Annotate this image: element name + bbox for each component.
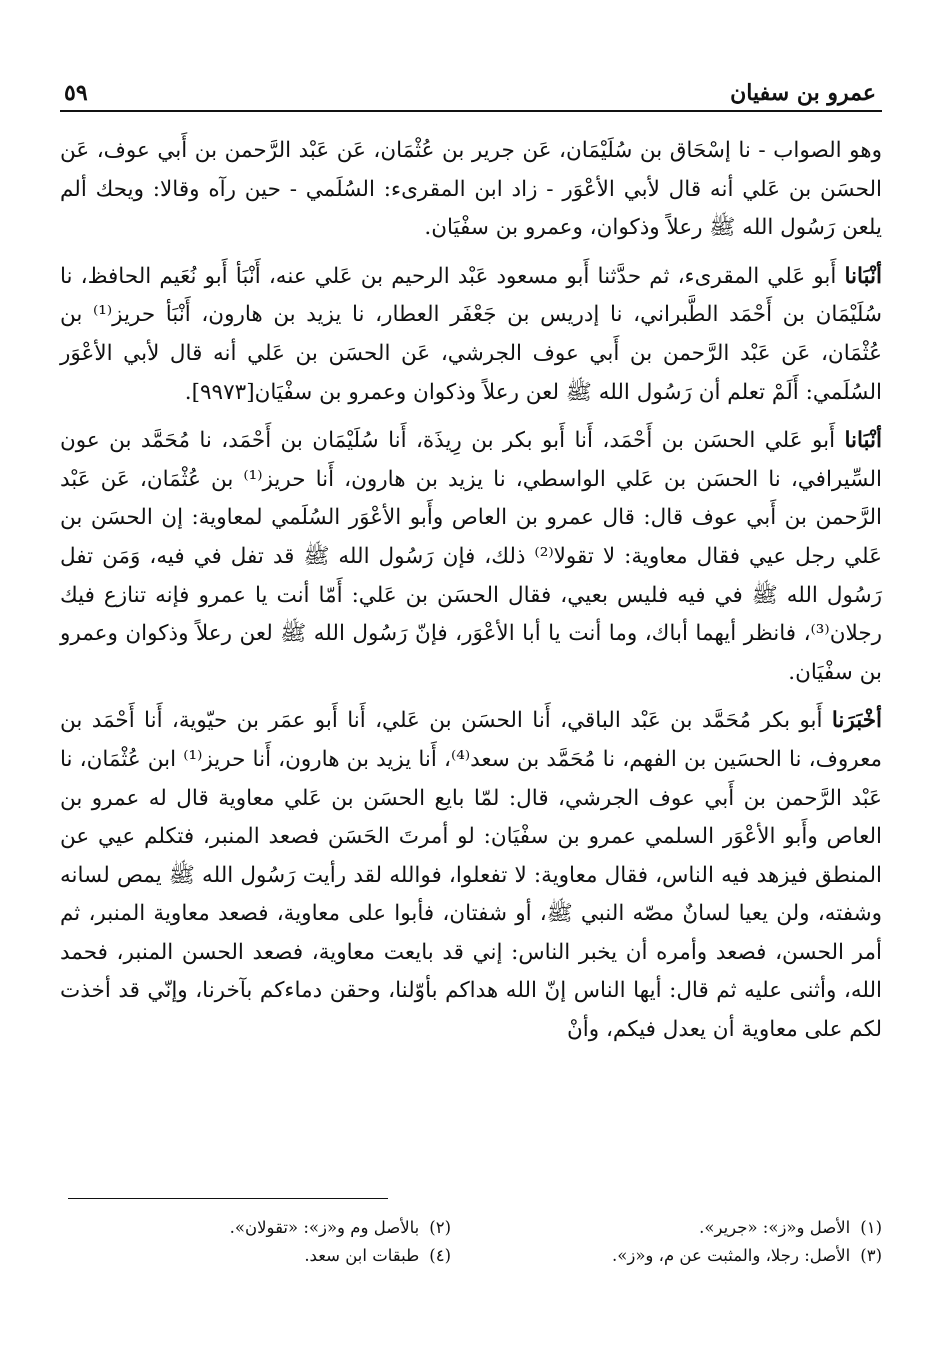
paragraph [60, 422, 882, 692]
paragraph-text: أَبو عَلي الحسَن بن أَحْمَد، أَنا أَبو بكر بن رِيذَة، أَنا سُلَيْمَان بن أَحْمَد، نا مُحَمَّد بن عون السِّيرافي، نا الحسَن بن عَلي الواسطي، نا يزيد بن هارون، أَنا حريز⁽¹⁾ بن عُثْمَان، عَن عَبْد الرَّحمن بن أَبي عوف قال: قال عمرو بن العاص وأَبو الأعْوَر السُلَمي لمعاوية: إن الحسَن بن عَلي رجل عيي فقال معاوية: لا تقولا⁽²⁾ ذلك، فإن رَسُول الله ﷺ قد تفل في فيه، وَمَن تفل رَسُول الله ﷺ في فيه فليس بعيي، فقال الحسَن بن عَلي: أَمّا أنت يا عمرو فإنه تنازع فيك رجلان⁽³⁾، فانظر أيهما أباك، وما أنت يا أبا الأعْوَر، فإنّ رَسُول الله ﷺ لعن رعلاً وذكوان وعمرو بن سفْيَان. [60, 428, 882, 685]
running-header [60, 76, 882, 112]
paragraph-text: وهو الصواب - نا إسْحَاق بن سُلَيْمَان، عَن جرير بن عُثْمَان، عَن عَبْد الرَّحمن بن أَبي عوف، عَن الحسَن بن عَلي أنه قال لأبي الأعْوَر - زاد ابن المقرىء: السُلَمي - حين رآه وقالا: ويحك ألم يلعن رَسُول الله ﷺ رعلاً وذكوان، وعمرو بن سفْيَان. [60, 138, 882, 241]
paragraph-text: أَبو بكر مُحَمَّد بن عَبْد الباقي، أَنا الحسَن بن عَلي، أَنا أَبو عمَر بن حيّوية، أَنا أَحْمَد بن معروف، نا الحسَين بن الفهم، نا مُحَمَّد بن سعد⁽⁴⁾، أَنا يزيد بن هارون، أَنا حريز⁽¹⁾ ابن عُثْمَان، نا عَبْد الرَّحمن بن أَبي عوف الجرشي، قال: لمّا بايع الحسَن بن عَلي معاوية قال له عمرو بن العاص وأَبو الأعْوَر السلمي عمرو بن سفْيَان: لو أمرتَ الحَسَن فصعد المنبر، فتكلم عيي عن المنطق فيزهد فيه الناس، فقال معاوية: لا تفعلوا، فوالله لقد رأيت رَسُول الله ﷺ يمص لسانه وشفته، ولن يعيا لسانٌ مصّه النبي ﷺ، أو شفتان، فأبوا على معاوية، فصعد معاوية المنبر، ثم أمر الحسن، فصعد وأمره أن يخبر الناس: إني قد بايعت معاوية، فصعد الحسن المنبر، فحمد الله، وأثنى عليه ثم قال: أيها الناس إنّ الله هداكم بأوّلنا، وحقن دماءكم بآخرنا، وإنّي قد أخذت لكم على معاوية أن يعدل فيكم، وأنْ [60, 708, 882, 1043]
paragraph-lead: أخْبَرَنا [831, 708, 882, 734]
paragraph-lead: أنْبَانا [844, 263, 882, 289]
footnote-number: (٤) [429, 1246, 451, 1265]
paragraph [60, 702, 882, 1049]
footnote-text: طبقات ابن سعد. [304, 1246, 420, 1265]
running-title: عمرو بن سفيان [730, 80, 876, 106]
footnote-text: الأصل: رجلا، والمثبت عن م، و«ز». [612, 1246, 851, 1265]
paragraph [60, 132, 882, 248]
footnotes [60, 1214, 882, 1270]
footnote-1 [491, 1214, 882, 1242]
footnote-text: الأصل و«ز»: «جرير». [699, 1218, 851, 1237]
footnote-text: بالأصل وم و«ز»: «تقولان». [229, 1218, 420, 1237]
footnote-separator [68, 1198, 388, 1199]
footnote-4 [60, 1242, 451, 1270]
footnote-2 [60, 1214, 451, 1242]
paragraph-lead: أنْبَانا [844, 428, 882, 454]
page-number: ٥٩ [64, 80, 88, 106]
paragraph-text: أَبو عَلي المقرىء، ثم حدَّثنا أَبو مسعود عَبْد الرحيم بن عَلي عنه، أَنْبَأ أَبو نُعَيم الحافظ، نا سُلَيْمَان بن أَحْمَد الطَّبراني، نا إدريس بن جَعْفَر العطار، نا يزيد بن هارون، أَنْبَأ حريز⁽¹⁾ بن عُثْمَان، عَن عَبْد الرَّحمن بن أَبي عوف الجرشي، عَن الحسَن بن عَلي أنه قال لأبي الأعْوَر السُلَمي: أَلَمْ تعلم أن رَسُول الله ﷺ لعن رعلاً وذكوان وعمرو بن سفْيَان[٩٩٧٣]. [60, 263, 882, 405]
paragraph [60, 258, 882, 412]
footnote-number: (١) [860, 1218, 882, 1237]
book-page [60, 76, 882, 1316]
footnote-3 [491, 1242, 882, 1270]
footnote-number: (٢) [429, 1218, 451, 1237]
footnote-number: (٣) [860, 1246, 882, 1265]
main-text [60, 132, 882, 1050]
